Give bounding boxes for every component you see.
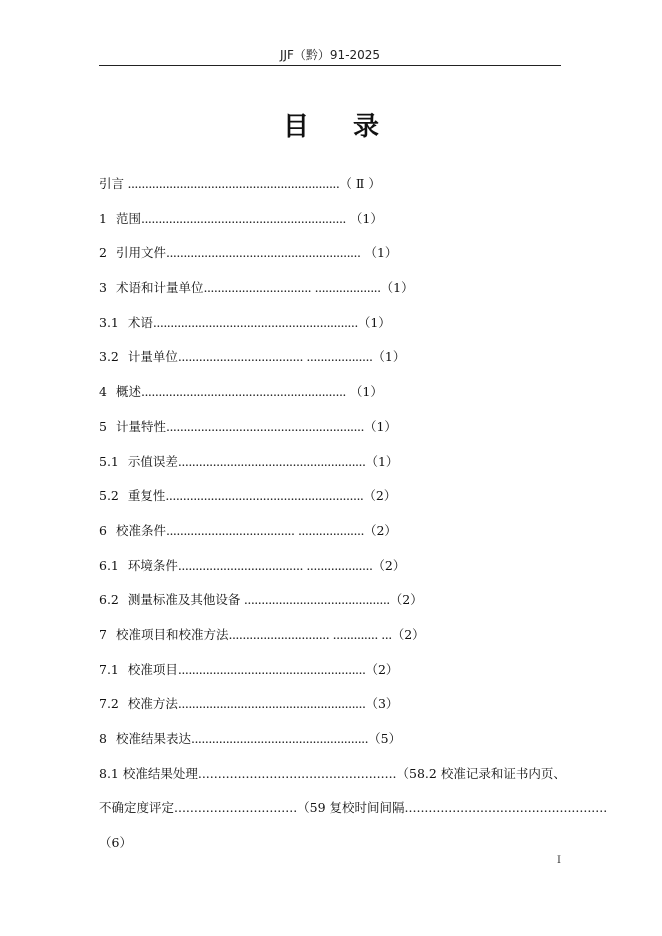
toc-wrapped-line[interactable]: 8.1 校准结果处理..................................................（58.2 校准记录和证书内页、 — [99, 765, 566, 781]
document-header: JJF（黔）91-2025 — [279, 48, 381, 62]
page-number: I — [557, 855, 561, 866]
toc-entry[interactable]: 3.2 计量单位.................................... ...................（1） — [99, 349, 406, 365]
toc-entry[interactable]: 6.2 测量标准及其他设备 ..........................................（2） — [99, 592, 423, 608]
toc-entry[interactable]: 5 计量特性.........................................................（1） — [99, 418, 397, 434]
toc-entry[interactable]: 7.1 校准项目......................................................（2） — [99, 661, 399, 677]
toc-entry[interactable]: 4 概述........................................................... （1） — [99, 384, 383, 400]
toc-wrapped-line[interactable]: 不确定度评定...............................（59 复校时间间隔................................................... — [99, 800, 608, 816]
toc-entry[interactable]: 8 校准结果表达...................................................（5） — [99, 731, 402, 746]
toc-entry[interactable]: 5.1 示值误差......................................................（1） — [99, 453, 399, 469]
toc-entry[interactable]: 7 校准项目和校准方法............................. ............. ...（2） — [99, 626, 425, 642]
table-of-contents — [99, 174, 608, 868]
toc-entry[interactable]: 6 校准条件..................................... ...................（2） — [99, 522, 397, 538]
toc-entry[interactable]: 3.1 术语...........................................................（1） — [99, 314, 391, 330]
toc-entry[interactable]: 5.2 重复性.........................................................（2） — [99, 488, 397, 504]
toc-entry[interactable]: 3 术语和计量单位............................... ...................（1） — [99, 280, 414, 296]
toc-entry[interactable]: 2 引用文件........................................................ （1） — [99, 245, 398, 261]
page-title: 目录 — [282, 112, 423, 142]
toc-wrapped-line[interactable]: （6） — [99, 835, 132, 851]
toc-entry[interactable]: 7.2 校准方法......................................................（3） — [99, 696, 399, 712]
toc-entry[interactable]: 1 范围........................................................... （1） — [99, 210, 383, 226]
toc-entry[interactable]: 引言 .............................................................（ Ⅱ ） — [99, 176, 381, 191]
header-rule — [99, 65, 561, 66]
toc-entry[interactable]: 6.1 环境条件.................................... ...................（2） — [99, 557, 406, 573]
